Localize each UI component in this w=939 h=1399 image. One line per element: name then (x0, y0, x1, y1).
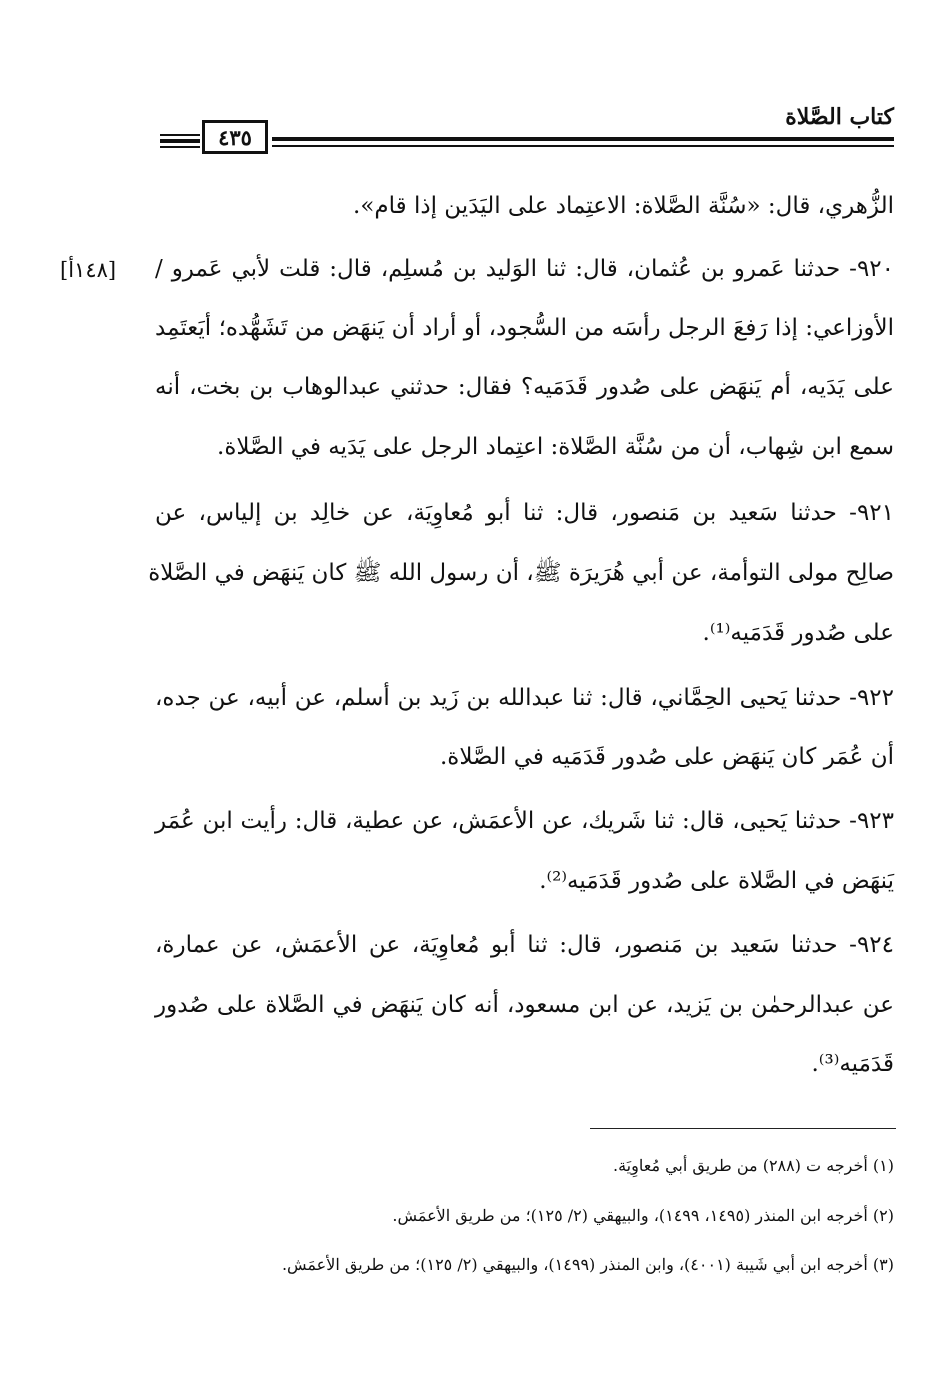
footnote: (١) أخرجه ت (٢٨٨) من طريق أبي مُعاوِيَة. (613, 1156, 894, 1175)
text-line: قَدَمَيه⁽³⁾. (811, 1051, 894, 1077)
text-line: يَنهَض في الصَّلاة على صُدور قَدَمَيه⁽²⁾. (539, 868, 894, 894)
text-line: عن عبدالرحمٰن بن يَزيد، عن ابن مسعود، أنه كان يَنهَض في الصَّلاة على صُدور (155, 992, 894, 1018)
footnote: (٢) أخرجه ابن المنذر (١٤٩٥، ١٤٩٩)، والبيهقي (٢/ ١٢٥)؛ من طريق الأعمَش. (392, 1206, 894, 1225)
header-rule-left-1 (160, 134, 200, 136)
text-line: على يَدَيه، أم يَنهَض على صُدور قَدَمَيه؟ فقال: حدثني عبدالوهاب بن بخت، أنه (155, 374, 894, 400)
footnote: (٣) أخرجه ابن أبي شَيبة (٤٠٠١)، وابن المنذر (١٤٩٩)، والبيهقي (٢/ ١٢٥)؛ من طريق الأعمَش. (281, 1255, 894, 1274)
header-rule-left-3 (160, 146, 200, 148)
header-rule-thin (272, 145, 894, 147)
text-line: الزُّهري، قال: «سُنَّة الصَّلاة: الاعتِماد على اليَدَين إذا قام». (353, 193, 894, 219)
text-line: الأوزاعي: إذا رَفعَ الرجل رأسَه من السُّجود، أو أراد أن يَنهَض من تَشَهُّده؛ أيَعتَمِد (155, 315, 894, 341)
text-line: سمع ابن شِهاب، أن من سُنَّة الصَّلاة: اعتِماد الرجل على يَدَيه في الصَّلاة. (217, 434, 894, 460)
margin-folio-reference: [١٤٨أ] (60, 258, 117, 282)
text-line: ٩٢١- حدثنا سَعيد بن مَنصور، قال: ثنا أبو مُعاوِيَة، عن خالِد بن إلياس، عن (155, 500, 894, 526)
page-number: ٤٣٥ (202, 120, 268, 154)
header-rule-thick (272, 137, 894, 141)
text-line: ٩٢٢- حدثنا يَحيى الحِمَّاني، قال: ثنا عبدالله بن زَيد بن أسلم، عن أبيه، عن جده، (155, 685, 894, 711)
text-line: ٩٢٣- حدثنا يَحيى، قال: ثنا شَريك، عن الأعمَش، عن عطية، قال: رأيت ابن عُمَر (155, 808, 894, 834)
footnote-separator (590, 1128, 896, 1129)
header-rule-left-2 (160, 139, 200, 143)
book-title: كتاب الصَّلاة (785, 104, 894, 130)
text-line: صالِح مولى التوأمة، عن أبي هُرَيرَة ﷺ، أن رسول الله ﷺ كان يَنهَض في الصَّلاة (148, 560, 894, 586)
text-line: ٩٢٠- حدثنا عَمرو بن عُثمان، قال: ثنا الوَليد بن مُسلِم، قال: قلت لأبي عَمرو / (155, 256, 894, 282)
text-line: ٩٢٤- حدثنا سَعيد بن مَنصور، قال: ثنا أبو مُعاوِيَة، عن الأعمَش، عن عمارة، (155, 932, 894, 958)
text-line: أن عُمَر كان يَنهَض على صُدور قَدَمَيه في الصَّلاة. (439, 744, 894, 770)
text-line: على صُدور قَدَمَيه⁽¹⁾. (702, 620, 894, 646)
